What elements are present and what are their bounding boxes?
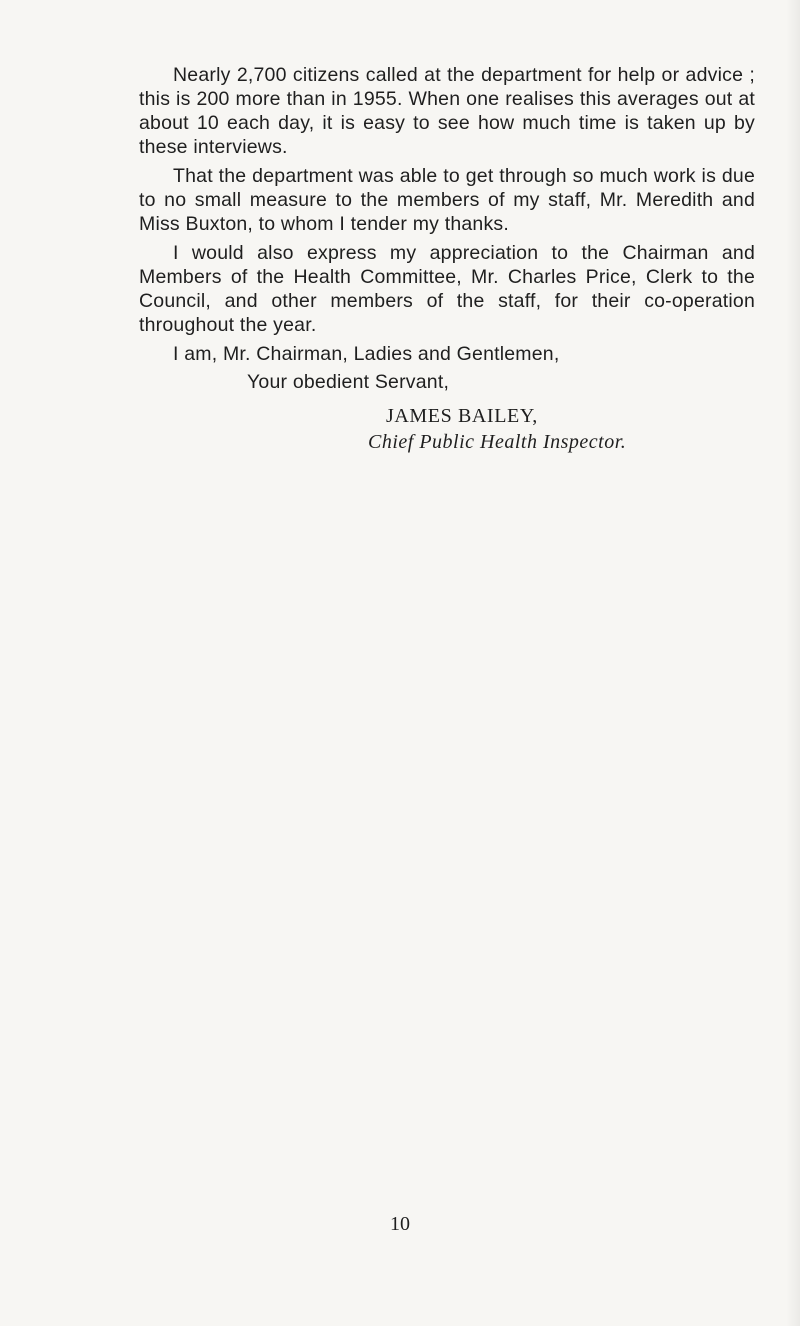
paragraph-appreciation: I would also express my appreciation to the Chairman and Members of the Health Committee, Mr. Charles Price, Clerk to the Council, and other members of the staff, for their co-operation throughout the year. bbox=[139, 242, 755, 336]
closing-valediction: Your obedient Servant, bbox=[247, 371, 450, 393]
signature-title: Chief Public Health Inspector. bbox=[368, 431, 627, 453]
paragraph-citizens-called: Nearly 2,700 citizens called at the department for help or advice ; this is 200 more than in 1955. When one realises this averages out at about 10 each day, it is easy to see how much time is taken up by these interviews. bbox=[139, 64, 755, 158]
page-number: 10 bbox=[390, 1213, 410, 1235]
paragraph-staff-thanks: That the department was able to get through so much work is due to no small measure to the members of my staff, Mr. Meredith and Miss Buxton, to whom I tender my thanks. bbox=[139, 165, 755, 235]
signature-name: JAMES BAILEY, bbox=[386, 405, 538, 427]
closing-salutation: I am, Mr. Chairman, Ladies and Gentlemen, bbox=[173, 343, 560, 365]
report-body bbox=[139, 63, 755, 454]
page-edge-shadow bbox=[786, 0, 800, 1326]
